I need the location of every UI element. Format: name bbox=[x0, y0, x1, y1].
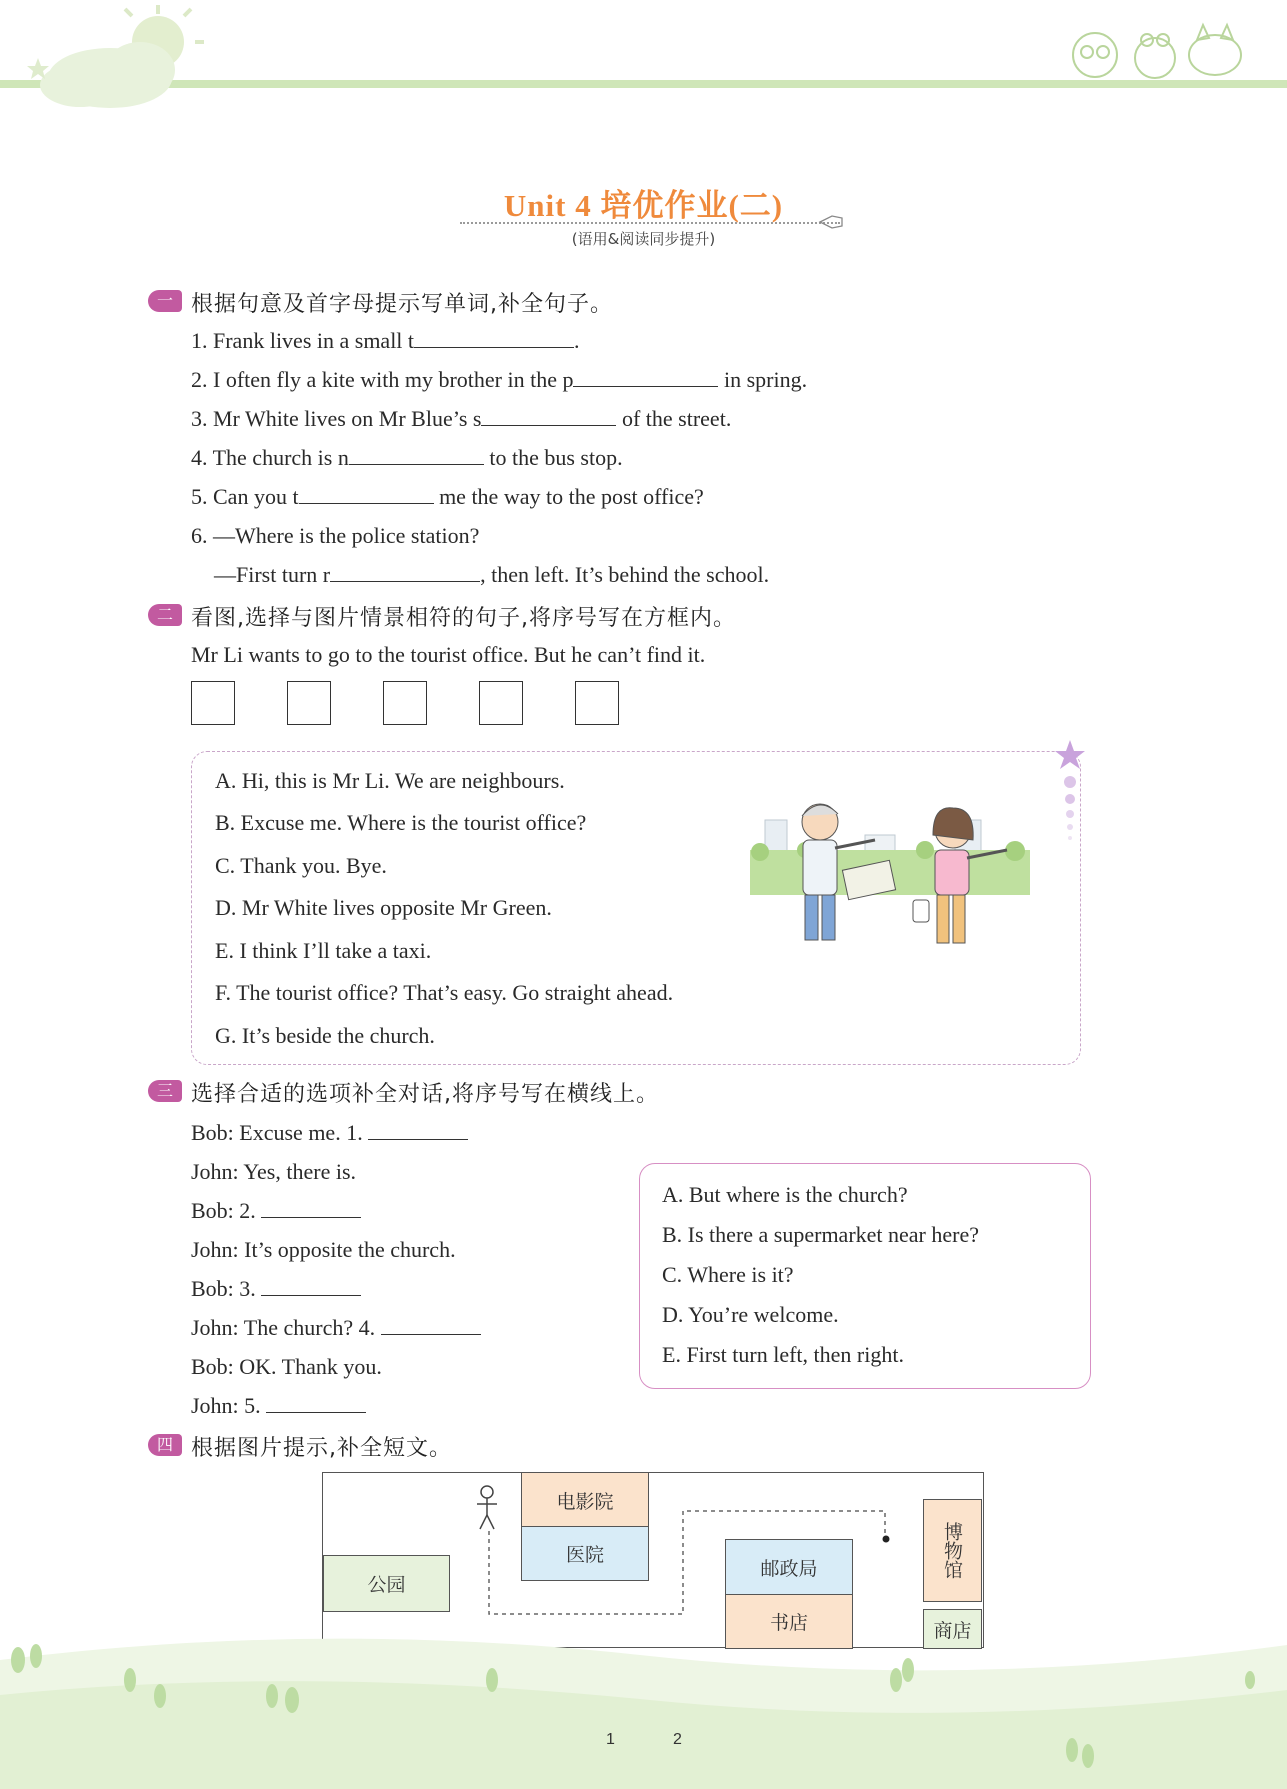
s1-question-2: 2. I often fly a kite with my brother in the p in spring. bbox=[191, 367, 808, 392]
sun-cloud-decoration bbox=[20, 0, 220, 115]
section-1-badge: 一 bbox=[148, 290, 182, 312]
map-park: 公园 bbox=[323, 1555, 450, 1612]
s3-dialogue-2: John: Yes, there is. bbox=[191, 1159, 357, 1184]
person-icon bbox=[475, 1485, 499, 1531]
s1-question-4: 4. The church is n to the bus stop. bbox=[191, 445, 623, 470]
section-4-badge: 四 bbox=[148, 1434, 182, 1456]
page-number-right: 2 bbox=[673, 1731, 682, 1748]
order-box-2[interactable] bbox=[287, 681, 331, 725]
order-box-1[interactable] bbox=[191, 681, 235, 725]
map-shop: 商店 bbox=[923, 1609, 982, 1649]
s3-dialogue-7: Bob: OK. Thank you. bbox=[191, 1354, 382, 1379]
section-2-title: 看图,选择与图片情景相符的句子,将序号写在方框内。 bbox=[191, 606, 736, 631]
s3-dialogue-4: John: It’s opposite the church. bbox=[191, 1237, 456, 1262]
page-subtitle: (语用&阅读同步提升) bbox=[571, 230, 716, 248]
title-underline bbox=[460, 222, 840, 224]
answer-blank[interactable] bbox=[481, 407, 616, 426]
s2-option-c: C. Thank you. Bye. bbox=[215, 853, 387, 878]
s2-option-f: F. The tourist office? That’s easy. Go straight ahead. bbox=[215, 980, 674, 1005]
animals-decoration bbox=[1055, 10, 1255, 85]
map-museum: 博物馆 bbox=[923, 1499, 982, 1602]
s1-question-6-reply: —First turn r , then left. It’s behind the school. bbox=[214, 562, 770, 587]
star-dots-decoration bbox=[1053, 738, 1087, 848]
page-title: Unit 4 培优作业(二) bbox=[503, 188, 784, 223]
answer-blank[interactable] bbox=[299, 485, 434, 504]
s3-dialogue-6: John: The church? 4. bbox=[191, 1315, 481, 1341]
s1-question-6: 6. —Where is the police station? bbox=[191, 523, 480, 548]
s2-option-a: A. Hi, this is Mr Li. We are neighbours. bbox=[215, 768, 565, 793]
map-hospital: 医院 bbox=[521, 1526, 649, 1581]
section-2-badge: 二 bbox=[148, 604, 182, 626]
section-4-title: 根据图片提示,补全短文。 bbox=[191, 1436, 452, 1461]
page-number-left: 1 bbox=[606, 1731, 615, 1748]
s1-question-5: 5. Can you t me the way to the post office? bbox=[191, 484, 704, 509]
section-3-title: 选择合适的选项补全对话,将序号写在横线上。 bbox=[191, 1082, 659, 1107]
landscape-decoration bbox=[0, 1620, 1287, 1789]
s3-dialogue-3: Bob: 2. bbox=[191, 1198, 361, 1224]
s3-option-b: B. Is there a supermarket near here? bbox=[662, 1222, 980, 1247]
answer-blank[interactable] bbox=[573, 368, 718, 387]
s3-dialogue-1: Bob: Excuse me. 1. bbox=[191, 1120, 468, 1146]
map-cinema: 电影院 bbox=[521, 1472, 649, 1528]
answer-blank[interactable] bbox=[330, 563, 480, 582]
map-post-office: 邮政局 bbox=[725, 1539, 853, 1596]
s3-option-e: E. First turn left, then right. bbox=[662, 1342, 904, 1367]
s3-option-d: D. You’re welcome. bbox=[662, 1302, 839, 1327]
s2-option-d: D. Mr White lives opposite Mr Green. bbox=[215, 895, 552, 920]
map-bookshop: 书店 bbox=[725, 1594, 853, 1649]
two-people-illustration bbox=[745, 790, 1035, 960]
order-box-5[interactable] bbox=[575, 681, 619, 725]
section-3-badge: 三 bbox=[148, 1080, 182, 1102]
s3-dialogue-8: John: 5. bbox=[191, 1393, 366, 1419]
answer-blank[interactable] bbox=[368, 1121, 468, 1140]
s1-question-1: 1. Frank lives in a small t . bbox=[191, 328, 580, 353]
s2-option-b: B. Excuse me. Where is the tourist office? bbox=[215, 810, 587, 835]
answer-blank[interactable] bbox=[266, 1394, 366, 1413]
s3-option-a: A. But where is the church? bbox=[662, 1182, 908, 1207]
section-1-title: 根据句意及首字母提示写单词,补全句子。 bbox=[191, 292, 613, 317]
s3-option-c: C. Where is it? bbox=[662, 1262, 794, 1287]
s2-option-g: G. It’s beside the church. bbox=[215, 1023, 435, 1048]
order-box-4[interactable] bbox=[479, 681, 523, 725]
answer-blank[interactable] bbox=[261, 1277, 361, 1296]
s2-intro: Mr Li wants to go to the tourist office. But he can’t find it. bbox=[191, 642, 706, 667]
answer-blank[interactable] bbox=[381, 1316, 481, 1335]
answer-blank[interactable] bbox=[261, 1199, 361, 1218]
order-box-3[interactable] bbox=[383, 681, 427, 725]
s2-option-e: E. I think I’ll take a taxi. bbox=[215, 938, 432, 963]
s3-dialogue-5: Bob: 3. bbox=[191, 1276, 361, 1302]
answer-blank[interactable] bbox=[349, 446, 484, 465]
s1-question-3: 3. Mr White lives on Mr Blue’s s of the street. bbox=[191, 406, 732, 431]
answer-blank[interactable] bbox=[414, 329, 574, 348]
